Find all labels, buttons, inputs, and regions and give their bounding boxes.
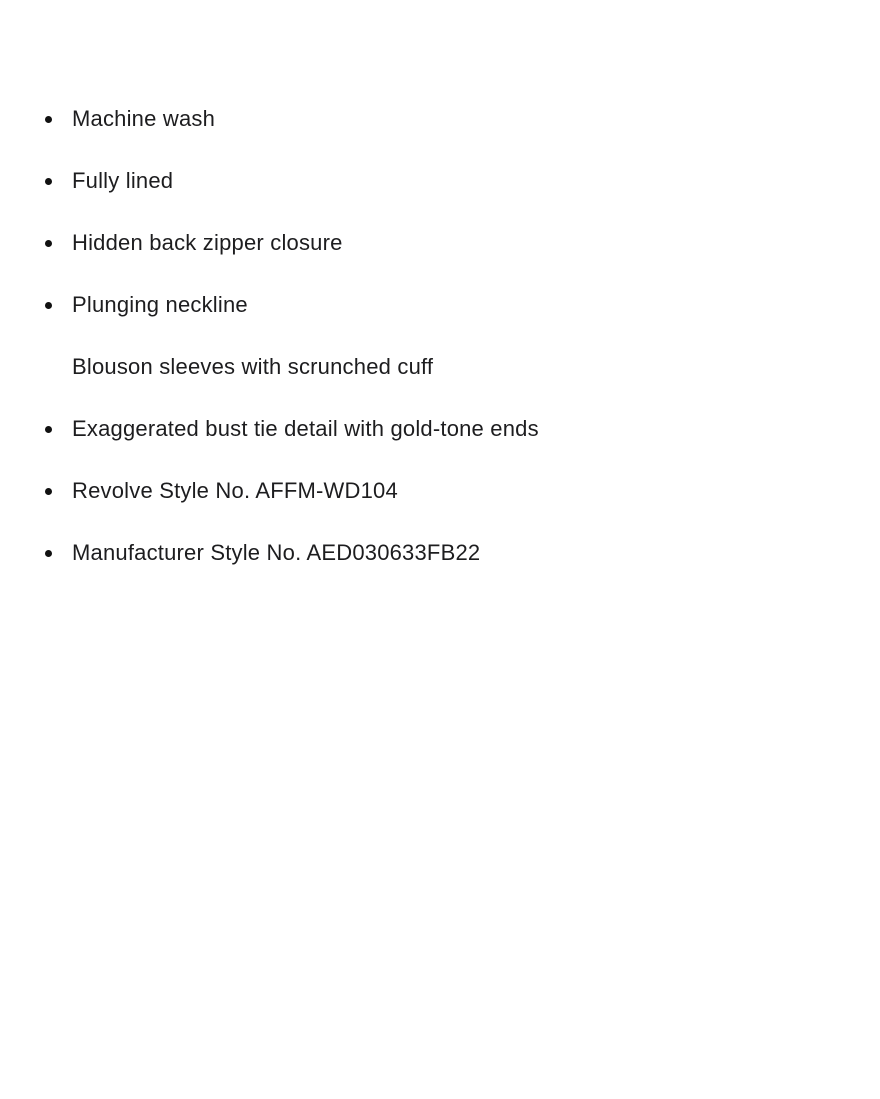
detail-text: Hidden back zipper closure <box>72 230 343 255</box>
detail-text: Revolve Style No. AFFM-WD104 <box>72 478 398 503</box>
detail-item <box>45 168 860 194</box>
detail-text: Blouson sleeves with scrunched cuff <box>72 354 434 379</box>
detail-item <box>45 416 860 442</box>
detail-text: Plunging neckline <box>72 292 248 317</box>
bullet-marker-icon <box>45 550 52 557</box>
detail-item <box>45 540 860 566</box>
detail-item <box>45 230 860 256</box>
bullet-marker-icon <box>45 302 52 309</box>
detail-text: Machine wash <box>72 106 216 131</box>
detail-item <box>45 106 860 132</box>
detail-text: Exaggerated bust tie detail with gold-tone ends <box>72 416 539 441</box>
detail-item <box>45 292 860 318</box>
detail-text: Manufacturer Style No. AED030633FB22 <box>72 540 481 565</box>
detail-item <box>45 354 860 380</box>
bullet-marker-icon <box>45 178 52 185</box>
bullet-marker-icon <box>45 240 52 247</box>
bullet-marker-icon <box>45 426 52 433</box>
bullet-marker-icon <box>45 116 52 123</box>
detail-item <box>45 478 860 504</box>
detail-text: Fully lined <box>72 168 174 193</box>
bullet-marker-icon <box>45 488 52 495</box>
